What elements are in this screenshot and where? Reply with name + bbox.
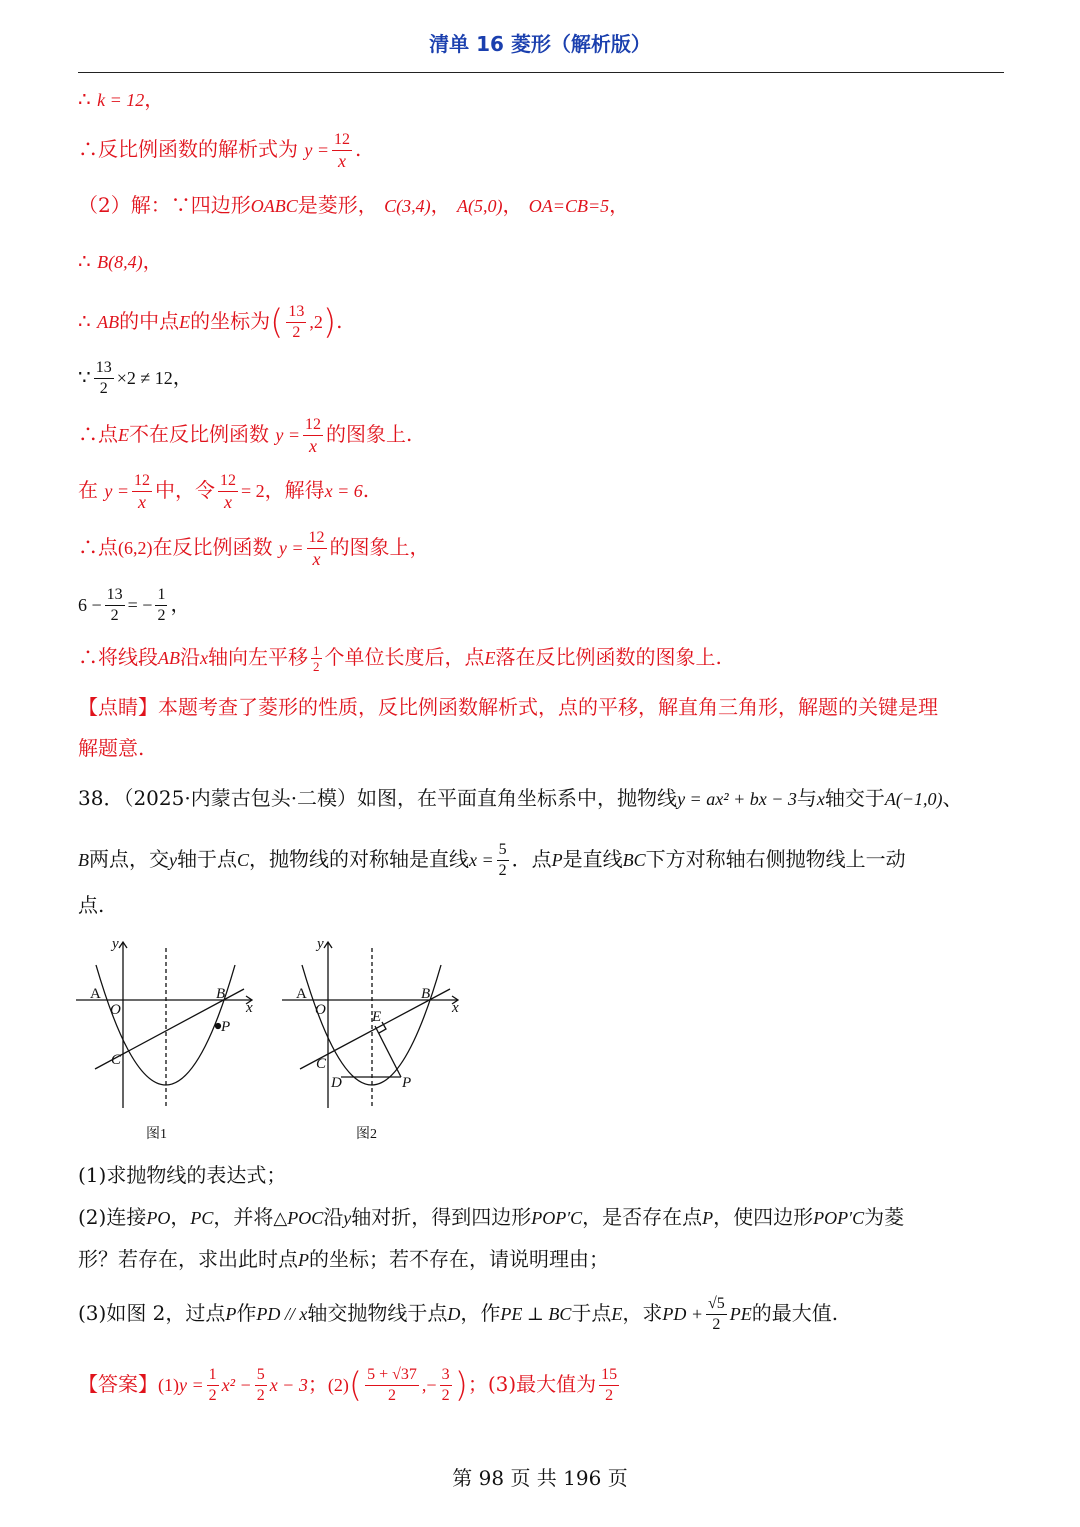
denominator: x [224,492,232,512]
numerator: 15 [599,1365,619,1386]
question-3 [78,1294,838,1335]
numerator: 12 [218,471,238,492]
line-text: ∴点 [78,422,118,446]
denominator: x [338,151,346,171]
point-p: P [702,1208,714,1228]
line-text: 轴交于 [824,786,885,810]
fraction-5-over-2 [255,1365,267,1406]
denominator: 2 [208,1387,217,1404]
numerator: 1 [155,585,167,606]
k-value: k = 12 [97,90,145,110]
because-symbol: ∵ [78,365,91,389]
point-c: C [237,850,250,870]
segment-pc: PC [190,1208,214,1228]
fig2-label-b: B [421,986,431,1002]
denominator: 2 [292,324,301,341]
point-c: C(3,4) [384,196,431,216]
part-1-label: (1) [158,1375,179,1395]
question-2-line-1 [78,1202,904,1233]
denominator: 2 [256,1387,265,1404]
y-axis-symbol: y [169,850,177,870]
fig1-label-a: A [90,986,101,1002]
denominator: 2 [110,607,119,624]
line-text: 沿 [323,1205,344,1229]
triangle-poc: △POC [273,1208,324,1228]
denominator: 2 [388,1387,396,1404]
right-paren: ) [322,302,337,343]
denominator: 2 [441,1387,450,1404]
punct: ， [142,249,163,273]
line-text: 中，令 [155,478,215,502]
fraction-1-over-2 [207,1365,219,1406]
solution-solve-x [78,471,369,512]
fig1-label-o: O [110,1002,121,1018]
pe-perp-bc: PE ⊥ BC [500,1304,572,1324]
line-text: ，是否存在点 [582,1205,703,1229]
fig2-label-e: E [372,1009,382,1025]
comma-minus: ,− [421,1375,437,1395]
numerator: 13 [94,358,114,379]
fig2-label-o: O [315,1002,326,1018]
parabola-equation: y = ax² + bx − 3 [677,789,797,809]
segment-po: PO [146,1208,171,1228]
x-axis-symbol: x [816,789,825,809]
y-equals: y = [275,425,300,445]
solution-point-b [78,246,163,277]
numerator: 12 [303,415,323,436]
punct: . [362,478,370,502]
solution-e-not-on-graph [78,415,412,456]
y-axis-symbol: y [343,1208,352,1228]
line-text: 沿 [180,645,200,669]
line-text: 轴于点 [177,847,237,871]
question-1: (1)求抛物线的表达式； [78,1163,287,1187]
line-text: ∴将线段 [78,645,158,669]
segment-ab: AB [97,312,120,332]
denominator: 2 [498,862,507,879]
fig1-label-x: x [246,1000,253,1016]
inequality: ×2 ≠ 12 [116,368,173,388]
fraction-12-over-x [303,415,323,456]
line-text: 是菱形， [297,193,378,217]
numerator: 5 + √37 [365,1365,419,1386]
fig1-point-p [216,1024,221,1029]
line-text: 的坐标为 [190,309,271,333]
therefore-symbol: ∴ [78,309,91,333]
equals-minus: = − [127,595,153,615]
line-text: ，解得 [264,478,325,502]
point-e: E [118,425,129,445]
line-text: 落在反比例函数的图象上. [495,645,722,669]
point-a: A(5,0) [456,196,503,216]
point-e: E [484,648,496,668]
segment-pe: PE [729,1304,752,1324]
point-p: P [551,850,563,870]
answer-tag: 【答案】 [78,1372,158,1396]
line-text: ∴反比例函数的解析式为 [78,137,298,161]
point-b: B [78,850,89,870]
figure-1 [76,936,253,1142]
shift-calculation [78,585,190,626]
numerator: 12 [332,130,352,151]
punct: ， [144,87,165,111]
punct: ， [430,193,451,217]
therefore-symbol: ∴ [78,87,91,111]
fraction-15-over-2 [599,1365,619,1406]
line-text: （2）解：∵四边形 [78,193,251,217]
line-text: 的图象上. [326,422,413,446]
line-text: 为菱 [864,1205,905,1229]
fig2-label-x: x [452,1000,459,1016]
question-2-line-2 [78,1244,609,1275]
left-paren: ( [348,1365,363,1406]
denominator: x [309,436,317,456]
fraction-12-over-x [332,130,352,171]
solution-line-k [78,84,164,115]
line-text: 的图象上， [329,535,430,559]
line-text: 38．（2025·内蒙古包头·二模）如图，在平面直角坐标系中，抛物线 [78,786,678,810]
line-text: 不在反比例函数 [129,422,269,446]
y-equals: y = [304,140,329,160]
therefore-symbol: ∴ [78,249,91,273]
line-text: 在 [78,478,98,502]
fig2-label-d: D [331,1075,342,1091]
line-text: ，求 [622,1301,663,1325]
oa-cb-length: OA=CB=5 [528,196,610,216]
header-divider [78,72,1004,73]
line-text: 轴对折，得到四边形 [351,1205,532,1229]
line-text: 形？若存在，求出此时点 [78,1247,298,1271]
problem-figures [70,930,490,1150]
fig2-label-p: P [402,1075,412,1091]
line-text: 与 [796,786,817,810]
line-text: ，抛物线的对称轴是直线 [249,847,470,871]
line-text: 的中点 [119,309,180,333]
denominator: 2 [99,380,108,397]
denominator: 2 [157,607,166,624]
numerator: 13 [286,302,306,323]
point-6-2: (6,2) [118,538,153,558]
x-equals: x = [469,850,494,870]
punct: ， [170,592,191,616]
fig2-caption: 图2 [356,1127,377,1142]
numerator: 12 [132,471,152,492]
fraction-1-over-2 [311,643,322,674]
solution-midpoint-e [78,302,342,343]
fig1-label-b: B [216,986,226,1002]
fraction-12-over-x-2 [218,471,238,512]
punct: 、 [942,786,963,810]
punct: ， [502,193,523,217]
pd-parallel-x: PD // x [256,1304,308,1324]
fig1-caption: 图1 [146,1127,167,1142]
fraction-13-over-2 [105,585,125,626]
line-text: 轴向左平移 [208,645,308,669]
point-b: B(8,4) [97,252,143,272]
problem-38-line-3: 点. [78,893,105,917]
denominator: 2 [605,1387,614,1404]
line-text: 于点 [571,1301,612,1325]
fig2-label-c: C [316,1056,327,1072]
fraction-sqrt5-over-2 [706,1294,727,1335]
line-text: 的坐标；若不存在，请说明理由； [309,1247,609,1271]
numerator: 13 [105,585,125,606]
numerator: √5 [706,1294,727,1315]
point-p: P [225,1304,237,1324]
quad-popc: POP′C [813,1208,865,1228]
fraction-3-over-2 [440,1365,452,1406]
line-text: 作 [236,1301,257,1325]
figure-2 [282,936,459,1142]
punct: ， [609,193,630,217]
line-text: 在反比例函数 [152,535,273,559]
line-text: 下方对称轴右侧抛物线上一动 [645,847,906,871]
fraction-5-over-2 [497,840,509,881]
equals-2: = 2 [241,481,265,501]
numerator: 12 [307,528,327,549]
fig1-label-p: P [221,1019,231,1035]
solution-point-on-graph [78,528,430,569]
punct: ， [170,1205,191,1229]
y-equals: y = [278,538,304,558]
part-3-label: (3)最大值为 [487,1372,597,1396]
x-equals-6: x = 6 [324,481,363,501]
denominator: 2 [313,659,320,674]
line-text: ∴点 [78,535,118,559]
six-minus: 6 − [78,595,102,615]
x-axis-symbol: x [200,648,208,668]
denominator: 2 [712,1316,721,1333]
denominator: x [312,549,321,569]
fig1-label-c: C [111,1052,122,1068]
fig2-segment-pe [375,1026,401,1077]
fraction-5-plus-sqrt37-over-2 [365,1365,419,1406]
line-text: 两点，交 [89,847,169,871]
line-text: 个单位长度后，点 [324,645,485,669]
page-footer: 第 98 页 共 196 页 [452,1466,628,1490]
point-e: E [611,1304,623,1324]
line-bc: BC [622,850,646,870]
line-text: 是直线 [562,847,623,871]
y-equals: y = [104,481,129,501]
key-point-line-2: 解题意. [78,736,145,760]
numerator: 1 [207,1365,219,1386]
punct: . [336,309,343,333]
x-squared-minus: x² − [221,1375,252,1395]
point-d: D [447,1304,461,1324]
line-text: 轴交抛物线于点 [307,1301,448,1325]
solution-conclusion [78,642,722,674]
left-paren: ( [270,302,284,343]
line-text: ，使四边形 [713,1205,814,1229]
problem-38-line-1 [78,783,963,814]
fig1-label-y: y [112,936,119,952]
punct: ， [172,365,193,389]
fraction-1-over-2 [155,585,167,626]
solution-part2-intro [78,190,629,221]
punct: ； [307,1372,328,1396]
page-header-title: 清单 16 菱形（解析版） [429,32,651,56]
y-equals: y = [179,1375,204,1395]
problem-38-line-2 [78,840,906,881]
line-text: (3)如图 2，过点 [78,1301,226,1325]
segment-ab: AB [158,648,180,668]
fraction-12-over-x [307,528,327,569]
quad-popc: POP′C [531,1208,583,1228]
quad-oabc: OABC [250,196,298,216]
check-line [78,358,193,399]
denominator: x [138,492,146,512]
right-paren: ) [454,1365,468,1406]
line-text: ，作 [460,1301,501,1325]
punct: ； [467,1372,488,1396]
part-2-label: (2) [327,1375,349,1395]
fig2-label-y: y [317,936,324,952]
fraction-13-over-2 [94,358,114,399]
line-text: ．点 [511,847,552,871]
line-text: (2)连接 [78,1205,147,1229]
point-e: E [179,312,191,332]
numerator: 3 [440,1365,452,1386]
solution-line-function [78,130,361,171]
numerator: 5 [255,1365,267,1386]
coordinate-y: ,2 [309,312,323,332]
fraction-13-over-2 [286,302,306,343]
point-p: P [298,1250,309,1270]
answer-line [78,1365,622,1406]
punct: . [355,137,362,161]
fraction-12-over-x [132,471,152,512]
x-minus-3: x − 3 [269,1375,308,1395]
point-a: A(−1,0) [884,789,943,809]
key-point-line-1: 【点睛】本题考查了菱形的性质，反比例函数解析式，点的平移，解直角三角形，解题的关键是理 [78,695,938,719]
numerator: 5 [497,840,509,861]
line-text: 的最大值. [751,1301,839,1325]
pd-plus: PD + [662,1304,703,1324]
numerator: 1 [313,643,320,658]
fig2-label-a: A [296,986,307,1002]
line-text: ，并将 [213,1205,274,1229]
